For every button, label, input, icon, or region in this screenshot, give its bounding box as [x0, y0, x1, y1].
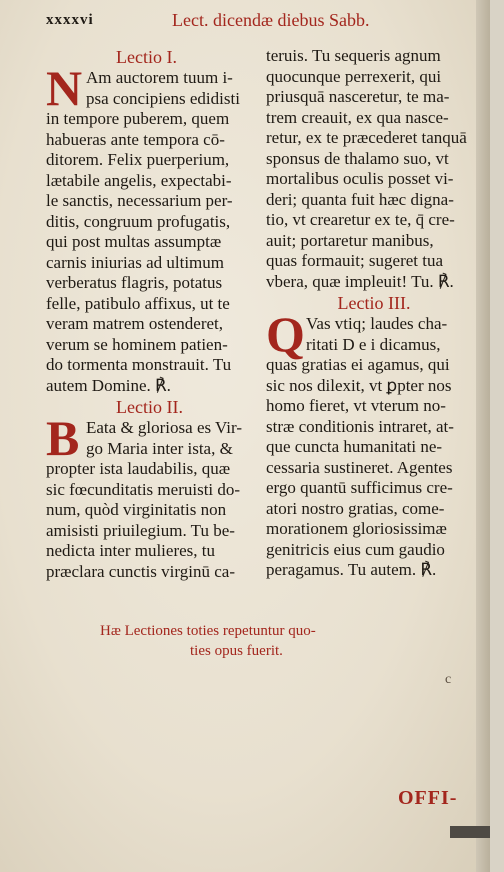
text-line: homo fieret, vt vterum no-: [266, 396, 446, 415]
lectio-3-body: [266, 306, 482, 581]
right-column: [266, 46, 482, 581]
page-tab-marker: [450, 826, 490, 838]
text-line: do tormenta monstrauit. Tu: [46, 355, 232, 374]
running-title: Lect. dicendæ diebus Sabb.: [172, 10, 370, 30]
text-line: ditis, congruum profugatis,: [46, 211, 231, 231]
text-line: ritati D e i dicamus,: [306, 334, 441, 354]
text-line: teruis. Tu sequeris agnum: [266, 46, 441, 65]
text-line: quas formauit; sugeret tua: [266, 251, 444, 270]
text-line: le sanctis, necessarium per-: [46, 191, 233, 210]
text-line: vbera, quæ impleuit! Tu. ℟.: [266, 271, 454, 291]
text-line: quocunque perrexerit, qui: [266, 66, 442, 86]
dropcap-b: B: [46, 410, 80, 466]
text-line: Vas vtiq; laudes cha-: [306, 314, 448, 333]
text-line: go Maria inter ista, &: [86, 438, 233, 458]
text-line: in tempore puberem, quem: [46, 109, 230, 128]
text-line: num, quòd virginitatis non: [46, 500, 227, 519]
text-line: mortalibus oculis posset vi-: [266, 169, 454, 188]
lectio-2-body: [46, 410, 258, 582]
rubric-line-2: ties opus fuerit.: [190, 643, 283, 659]
text-line: quas gratias ei agamus, qui: [266, 355, 450, 374]
left-column: [46, 46, 258, 582]
show-through-bleed: [90, 700, 430, 718]
text-line: deri; quanta fuit hæc digna-: [266, 189, 454, 209]
text-line: propter ista laudabilis, quæ: [46, 459, 231, 478]
text-line: amisisti priuilegium. Tu be-: [46, 520, 235, 540]
rubric-line-1: Hæ Lectiones toties repetuntur quo-: [100, 623, 316, 639]
text-line: sic fœcunditatis meruisti do-: [46, 479, 241, 499]
text-line: genitricis eius cum gaudio: [266, 539, 445, 559]
text-line: nedicta inter mulieres, tu: [46, 541, 215, 560]
text-line: psa concipiens edidisti: [86, 88, 240, 108]
text-line: Eata & gloriosa es Vir-: [86, 418, 243, 437]
text-line: cessaria sustineret. Agentes: [266, 457, 453, 477]
text-line: auit; portaretur manibus,: [266, 230, 434, 250]
rubric-note: [100, 621, 440, 661]
lectio-2-heading: Lectio II.: [116, 397, 183, 417]
text-line: felle, patibulo affixus, ut te: [46, 293, 230, 313]
text-line: retur, ex te præcederet tanquā: [266, 128, 467, 147]
text-line: lætabile angelis, expectabi-: [46, 170, 232, 190]
text-line: habueras ante tempora cō-: [46, 129, 225, 149]
text-line: præclara cunctis virginū ca-: [46, 561, 235, 581]
text-line: veram matrem ostenderet,: [46, 314, 224, 333]
text-line: morationem gloriosissimæ: [266, 519, 447, 538]
catchword: OFFI-: [398, 787, 458, 809]
dropcap-n: N: [46, 60, 83, 116]
text-line: Am auctorem tuum i-: [86, 68, 233, 87]
text-line: atori nostro gratias, come-: [266, 498, 445, 518]
text-line: autem Domine. ℟.: [46, 375, 171, 395]
ink-mark: c: [445, 672, 452, 687]
text-line: trem creauit, ex qua nasce-: [266, 107, 449, 127]
dropcap-q: Q: [266, 306, 305, 362]
folio-number: xxxxvi: [46, 12, 94, 28]
text-line: sponsus de thalamo suo, vt: [266, 148, 449, 168]
text-line: ergo quantū sufficimus cre-: [266, 478, 453, 497]
text-line: que cuncta humanitati ne-: [266, 437, 443, 456]
lectio-1-body: [46, 60, 258, 396]
text-line: priusquā nasceretur, te ma-: [266, 87, 450, 106]
lectio-1-heading: Lectio I.: [116, 47, 177, 67]
text-line: carnis iniurias ad ultimum: [46, 252, 224, 272]
lectio-3-heading: Lectio III.: [337, 293, 411, 313]
text-line: verberatus flagris, potatus: [46, 273, 223, 292]
text-line: qui post multas assumptæ: [46, 232, 222, 251]
page-header: [46, 10, 476, 36]
text-line: peragamus. Tu autem. ℟.: [266, 560, 437, 579]
text-line: verum se hominem patien-: [46, 334, 228, 354]
text-line: tio, vt crearetur ex te, q̄ cre-: [266, 210, 455, 229]
text-line: ditorem. Felix puerperium,: [46, 150, 230, 169]
text-line: stræ conditionis intraret, at-: [266, 416, 454, 436]
text-line: sic nos dilexit, vt ꝑpter nos: [266, 375, 452, 395]
